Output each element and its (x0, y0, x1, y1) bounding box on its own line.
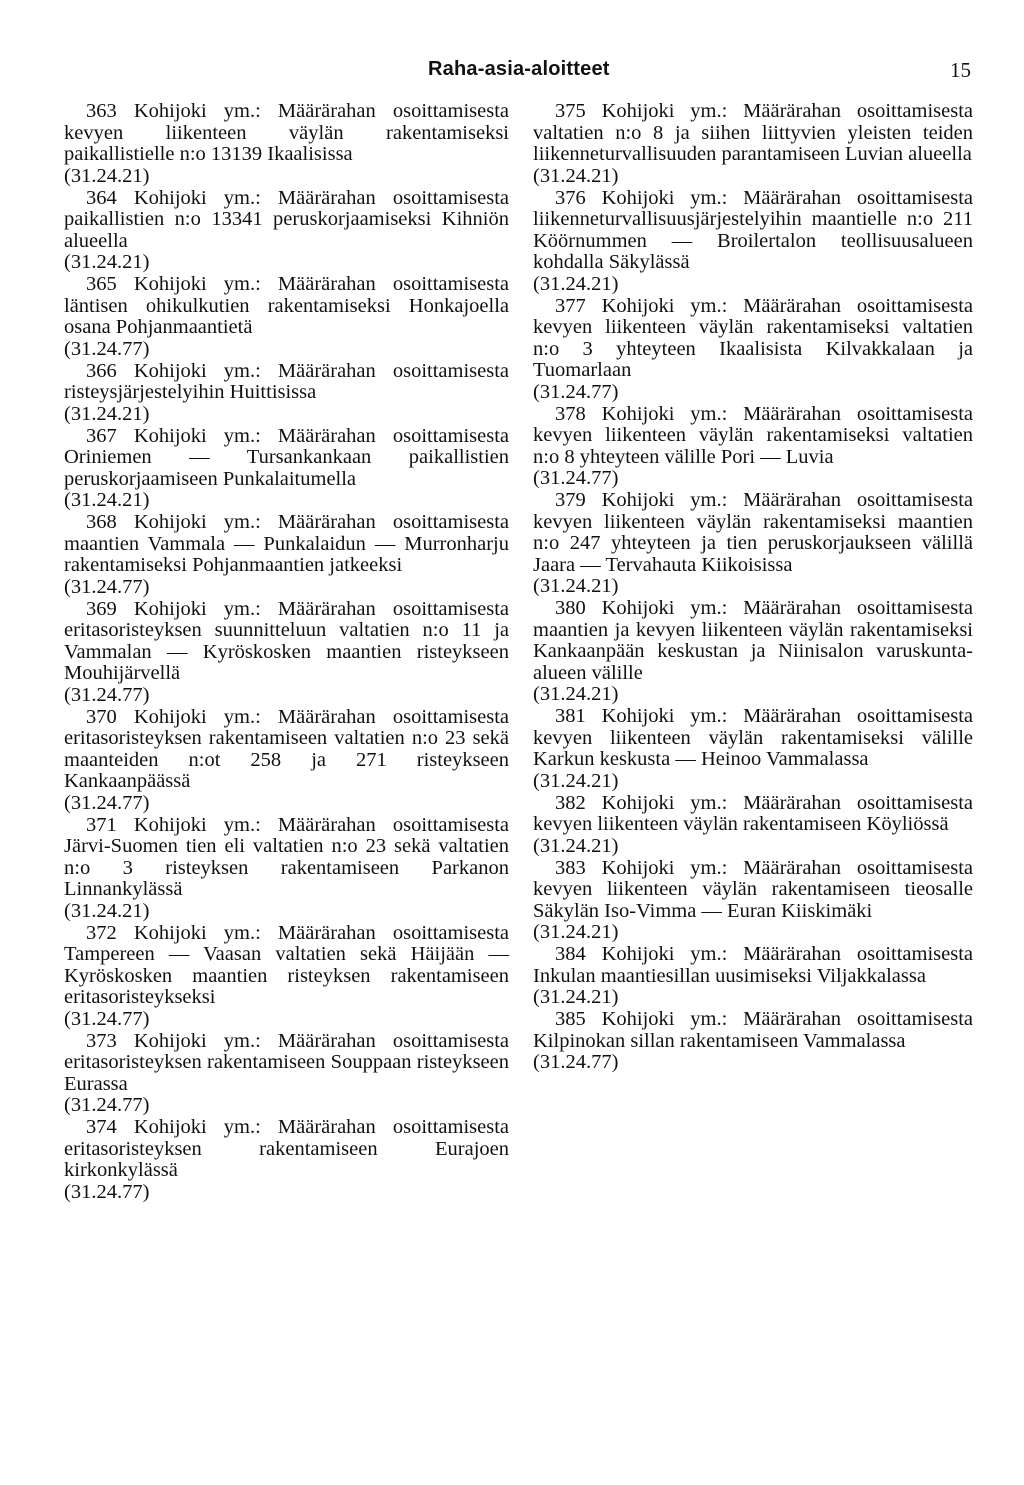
list-item (64, 923, 509, 1031)
entry-text: 363 Kohijoki ym.: Määrärahan osoittamisesta kevyen liikenteen väylän rakentamiseksi paikallistielle n:o 13139 Ikaalisissa (64, 100, 509, 165)
entry-date: (31.24.21) (533, 921, 619, 943)
entry-text: 366 Kohijoki ym.: Määrärahan osoittamisesta risteysjärjestelyihin Huittisissa (64, 359, 509, 403)
list-item (533, 706, 973, 792)
list-item (64, 512, 509, 598)
left-column (64, 101, 509, 1204)
list-item (64, 707, 509, 815)
entry-text: 368 Kohijoki ym.: Määrärahan osoittamisesta maantien Vammala — Punkalaidun — Murronharju rakentamiseksi Pohjanmaantien jatkeeksi (64, 511, 509, 576)
entry-text: 375 Kohijoki ym.: Määrärahan osoittamisesta valtatien n:o 8 ja siihen liittyvien yleisten teiden liikenneturvallisuuden parantamiseen Luvian alueella (533, 100, 973, 165)
list-item (64, 361, 509, 426)
page-number: 15 (950, 58, 971, 82)
entry-date: (31.24.21) (533, 769, 619, 792)
entry-date: (31.24.77) (64, 1007, 150, 1030)
entry-text: 382 Kohijoki ym.: Määrärahan osoittamisesta kevyen liikenteen väylän rakentamiseen Köyliössä (533, 791, 973, 835)
entry-text: 373 Kohijoki ym.: Määrärahan osoittamisesta eritasoristeyksen rakentamiseen Souppaan risteykseen Eurassa (64, 1029, 509, 1095)
right-column (533, 101, 973, 1074)
entry-date: (31.24.21) (64, 251, 150, 273)
entry-text: 383 Kohijoki ym.: Määrärahan osoittamisesta kevyen liikenteen väylän rakentamiseen tieosalle Säkylän Iso-Vimma — Euran Kiiskimäki (533, 856, 973, 922)
list-item (64, 426, 509, 512)
list-item (533, 101, 973, 187)
entry-text: 370 Kohijoki ym.: Määrärahan osoittamisesta eritasoristeyksen rakentamiseen valtatien n:o 23 sekä maanteiden n:ot 258 ja 271 risteykseen Kankaanpäässä (64, 705, 509, 792)
entry-date: (31.24.77) (533, 380, 619, 403)
entry-text: 371 Kohijoki ym.: Määrärahan osoittamisesta Järvi-Suomen tien eli valtatien n:o 23 sekä valtatien n:o 3 risteyksen rakentamiseen Parkanon Linnankylässä (64, 813, 509, 900)
entry-text: 381 Kohijoki ym.: Määrärahan osoittamisesta kevyen liikenteen väylän rakentamiseksi välille Karkun keskusta — Heinoo Vammalassa (533, 705, 973, 770)
entry-text: 376 Kohijoki ym.: Määrärahan osoittamisesta liikenneturvallisuusjärjestelyihin maantielle n:o 211 Köörnummen — Broilertalon teollisuusalueen kohdalla Säkylässä (533, 186, 973, 273)
list-item (64, 1031, 509, 1117)
entry-date: (31.24.77) (64, 1094, 150, 1116)
entry-date: (31.24.21) (533, 272, 619, 295)
list-item (64, 274, 509, 360)
list-item (533, 490, 973, 598)
entry-text: 365 Kohijoki ym.: Määrärahan osoittamisesta läntisen ohikulkutien rakentamiseksi Honkajoella osana Pohjanmaantietä (64, 273, 509, 338)
list-item (533, 296, 973, 404)
list-item (64, 1117, 509, 1203)
list-item (533, 858, 973, 944)
entry-text: 385 Kohijoki ym.: Määrärahan osoittamisesta Kilpinokan sillan rakentamiseen Vammalassa (533, 1008, 973, 1052)
entry-date: (31.24.21) (64, 402, 150, 425)
entry-text: 369 Kohijoki ym.: Määrärahan osoittamisesta eritasoristeyksen suunnitteluun valtatien n:o 11 ja Vammalan — Kyröskosken maantien risteykseen Mouhijärvellä (64, 597, 509, 684)
entry-date: (31.24.77) (64, 1180, 150, 1203)
list-item (533, 598, 973, 706)
list-item (64, 101, 509, 187)
list-item (533, 793, 973, 858)
list-item (64, 815, 509, 923)
entry-date: (31.24.77) (64, 337, 150, 360)
entry-text: 367 Kohijoki ym.: Määrärahan osoittamisesta Oriniemen — Tursankankaan paikallistien peruskorjaamiseen Punkalaitumella (64, 424, 509, 490)
page-header (0, 58, 1024, 88)
entry-text: 384 Kohijoki ym.: Määrärahan osoittamisesta Inkulan maantiesillan uusimiseksi Viljakkalassa (533, 943, 973, 987)
page-title: Raha-asia-aloitteet (428, 58, 610, 80)
entry-text: 379 Kohijoki ym.: Määrärahan osoittamisesta kevyen liikenteen väylän rakentamiseksi maantien n:o 247 yhteyteen ja tien peruskorjaukseen välillä Jaara — Tervahauta Kiikoisissa (533, 489, 973, 576)
list-item (533, 188, 973, 296)
entry-text: 374 Kohijoki ym.: Määrärahan osoittamisesta eritasoristeyksen rakentamiseen Eurajoen kirkonkylässä (64, 1116, 509, 1181)
entry-date: (31.24.21) (64, 164, 150, 187)
entry-date: (31.24.21) (533, 164, 619, 187)
entry-date: (31.24.21) (64, 899, 150, 922)
entry-date: (31.24.77) (533, 467, 619, 489)
entry-date: (31.24.21) (533, 986, 619, 1008)
entry-date: (31.24.77) (64, 683, 150, 706)
entry-date: (31.24.21) (533, 834, 619, 857)
list-item (533, 944, 973, 1009)
entry-text: 364 Kohijoki ym.: Määrärahan osoittamisesta paikallistien n:o 13341 peruskorjaamiseksi Kihniön alueella (64, 186, 509, 252)
entry-date: (31.24.77) (533, 1051, 619, 1073)
entry-date: (31.24.21) (64, 489, 150, 511)
list-item (64, 188, 509, 274)
entry-date: (31.24.77) (64, 791, 150, 814)
entry-text: 380 Kohijoki ym.: Määrärahan osoittamisesta maantien ja kevyen liikenteen väylän rakentamiseksi Kankaanpään keskustan ja Niinisalon varuskunta-alueen välille (533, 597, 973, 684)
entry-date: (31.24.21) (533, 683, 619, 705)
entry-date: (31.24.21) (533, 575, 619, 597)
entry-text: 377 Kohijoki ym.: Määrärahan osoittamisesta kevyen liikenteen väylän rakentamiseksi valtatien n:o 3 yhteyteen Ikaalisista Kilvakkalaan ja Tuomarlaan (533, 294, 973, 381)
entry-date: (31.24.77) (64, 575, 150, 598)
list-item (533, 404, 973, 490)
entry-text: 378 Kohijoki ym.: Määrärahan osoittamisesta kevyen liikenteen väylän rakentamiseksi valtatien n:o 8 yhteyteen välille Pori — Luvia (533, 402, 973, 468)
list-item (533, 1009, 973, 1074)
entry-text: 372 Kohijoki ym.: Määrärahan osoittamisesta Tampereen — Vaasan valtatien sekä Häijään — Kyröskosken maantien risteyksen rakentamiseen eritasoristeykseksi (64, 921, 509, 1008)
list-item (64, 599, 509, 707)
